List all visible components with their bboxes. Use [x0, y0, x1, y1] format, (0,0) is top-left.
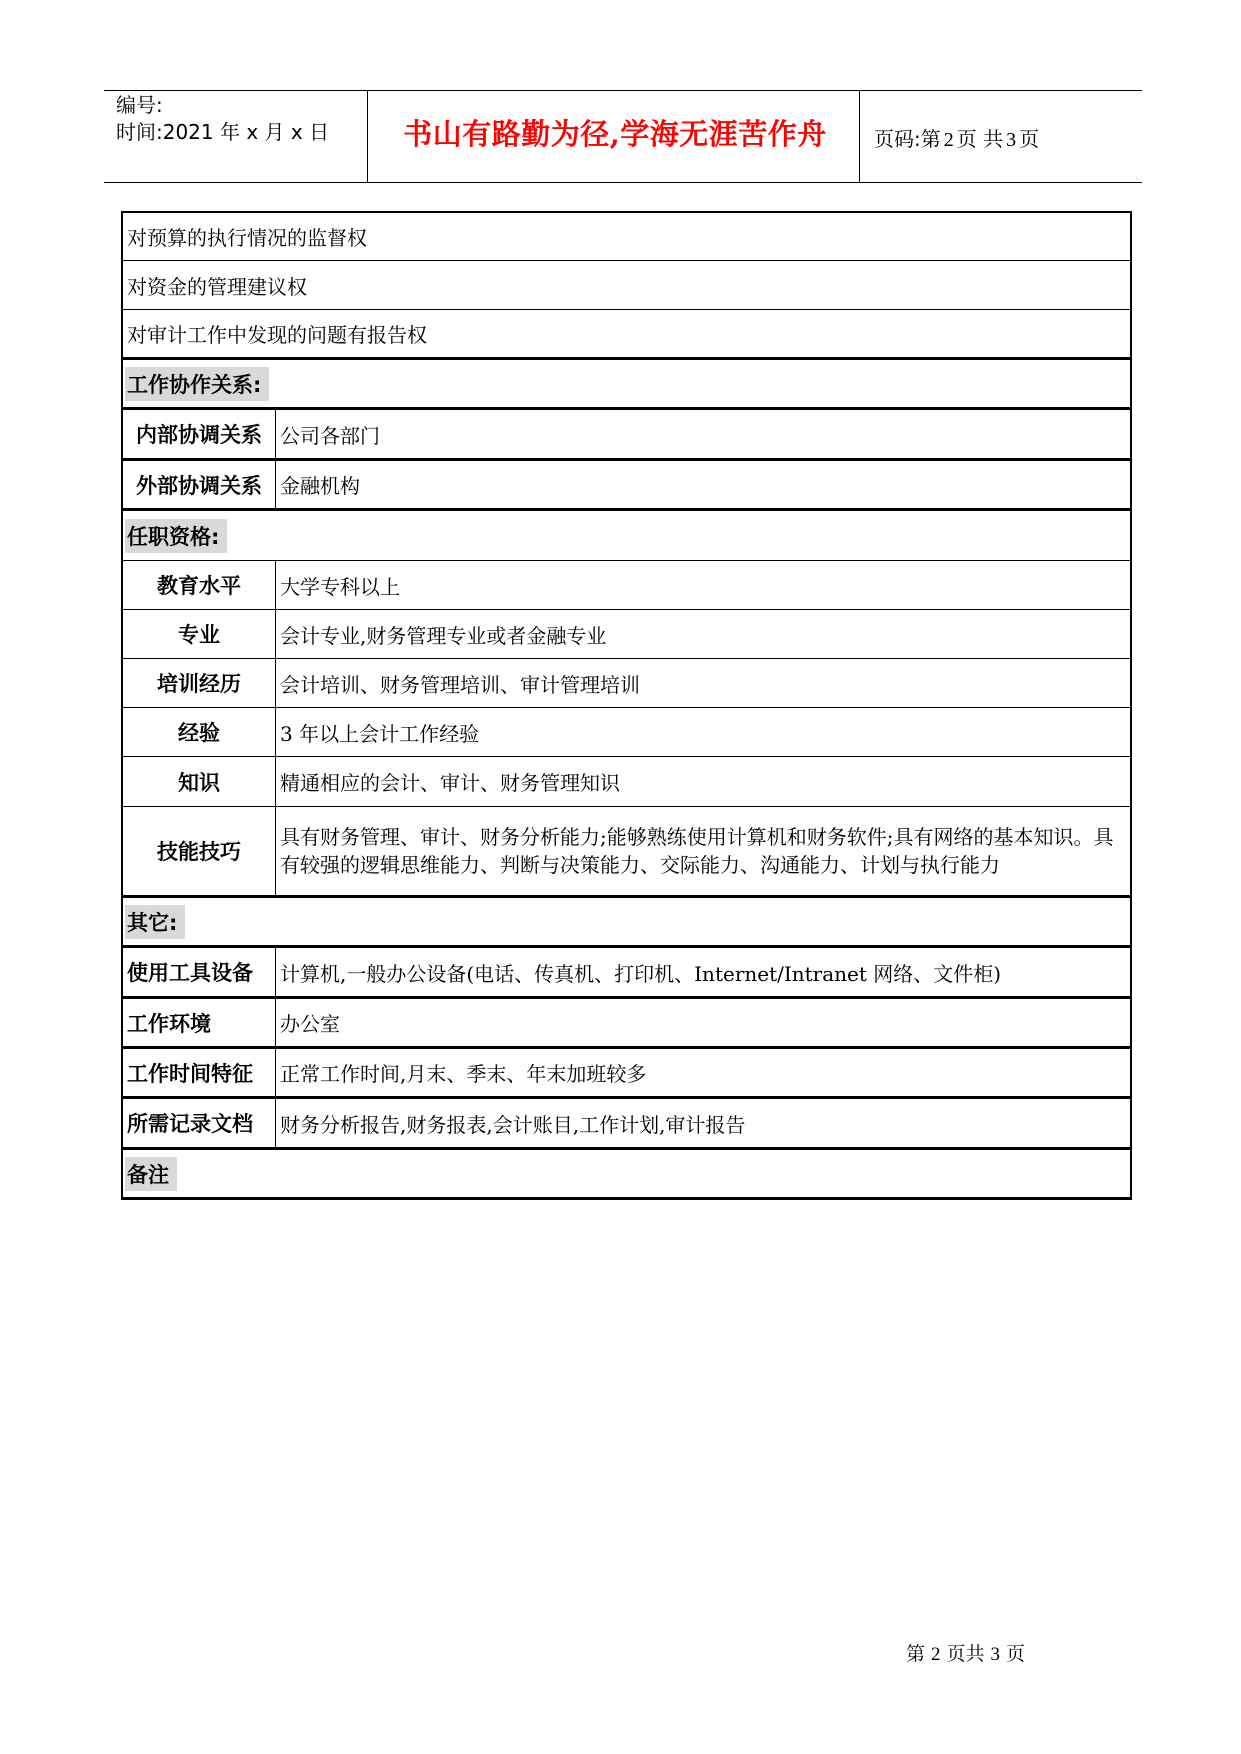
section-title: 任职资格: — [125, 519, 227, 553]
rights-text: 对审计工作中发现的问题有报告权 — [127, 323, 427, 347]
row-value: 金融机构 — [280, 474, 360, 498]
section-header-collaboration — [123, 360, 1130, 410]
header-page-indicator — [874, 123, 1039, 152]
section-header-qualifications — [123, 511, 1130, 561]
row-label: 培训经历 — [123, 659, 276, 707]
document-number-label: 编号: — [116, 93, 163, 117]
row-label: 技能技巧 — [123, 807, 276, 895]
row-value: 正常工作时间,月末、季末、年末加班较多 — [280, 1062, 647, 1086]
table-row — [123, 1099, 1130, 1150]
table-row — [123, 610, 1130, 659]
document-time-label: 时间:2021 年 x 月 x 日 — [116, 120, 330, 144]
row-label: 所需记录文档 — [123, 1099, 276, 1147]
rights-row — [123, 213, 1130, 261]
table-row — [123, 948, 1130, 999]
table-row — [123, 807, 1130, 898]
row-value: 财务分析报告,财务报表,会计账目,工作计划,审计报告 — [280, 1112, 746, 1137]
table-row — [123, 561, 1130, 610]
row-value: 会计专业,财务管理专业或者金融专业 — [280, 623, 607, 648]
row-label: 外部协调关系 — [123, 461, 276, 508]
page-suffix: 页 — [1019, 127, 1040, 151]
footer-suffix: 页 — [1006, 1643, 1026, 1665]
table-row — [123, 659, 1130, 708]
row-label: 工作环境 — [123, 999, 276, 1046]
page-footer — [906, 1639, 1025, 1666]
section-title: 备注 — [125, 1157, 177, 1191]
page-current: 2 — [943, 129, 954, 151]
page-total: 3 — [1006, 129, 1017, 151]
table-row — [123, 1049, 1130, 1099]
row-value: 精通相应的会计、审计、财务管理知识 — [280, 771, 620, 795]
header-top-rule — [104, 90, 1142, 91]
row-label: 教育水平 — [123, 561, 276, 609]
header-meta — [116, 92, 329, 146]
header-motto: 书山有路勤为径,学海无涯苦作舟 — [403, 117, 827, 151]
row-label: 工作时间特征 — [123, 1049, 276, 1096]
row-value: 办公室 — [280, 1012, 340, 1036]
section-header-other — [123, 898, 1130, 948]
footer-prefix: 第 — [906, 1643, 926, 1665]
row-label: 知识 — [123, 757, 276, 806]
header-bottom-rule — [104, 182, 1142, 183]
rights-text: 对资金的管理建议权 — [127, 274, 307, 299]
row-value: 公司各部门 — [280, 423, 380, 448]
rights-row — [123, 261, 1130, 310]
job-description-table — [121, 211, 1132, 1200]
row-label: 经验 — [123, 708, 276, 756]
footer-mid: 页共 — [946, 1643, 985, 1665]
section-title: 其它: — [125, 905, 185, 939]
section-title: 工作协作关系: — [125, 367, 269, 401]
row-value: 3 年以上会计工作经验 — [280, 721, 480, 746]
header-divider-left — [367, 90, 368, 183]
rights-row — [123, 310, 1130, 360]
page-prefix: 页码:第 — [874, 127, 941, 151]
table-row — [123, 999, 1130, 1049]
page-mid: 页 共 — [956, 127, 1004, 151]
row-value: 大学专科以上 — [280, 574, 400, 599]
row-value: 会计培训、财务管理培训、审计管理培训 — [280, 672, 640, 697]
row-label: 使用工具设备 — [123, 948, 276, 996]
table-row — [123, 461, 1130, 511]
table-row — [123, 708, 1130, 757]
row-label: 内部协调关系 — [123, 410, 276, 458]
section-header-remarks — [123, 1150, 1130, 1200]
row-value: 具有财务管理、审计、财务分析能力;能够熟练使用计算机和财务软件;具有网络的基本知识。具有较强的逻辑思维能力、判断与决策能力、交际能力、沟通能力、计划与执行能力 — [280, 825, 1114, 877]
footer-total: 3 — [990, 1644, 1001, 1665]
table-row — [123, 757, 1130, 807]
table-row — [123, 410, 1130, 461]
row-label: 专业 — [123, 610, 276, 658]
row-value: 计算机,一般办公设备(电话、传真机、打印机、Internet/Intranet 网络、文件柜) — [280, 961, 1002, 986]
rights-text: 对预算的执行情况的监督权 — [127, 226, 367, 250]
footer-current: 2 — [931, 1644, 941, 1665]
